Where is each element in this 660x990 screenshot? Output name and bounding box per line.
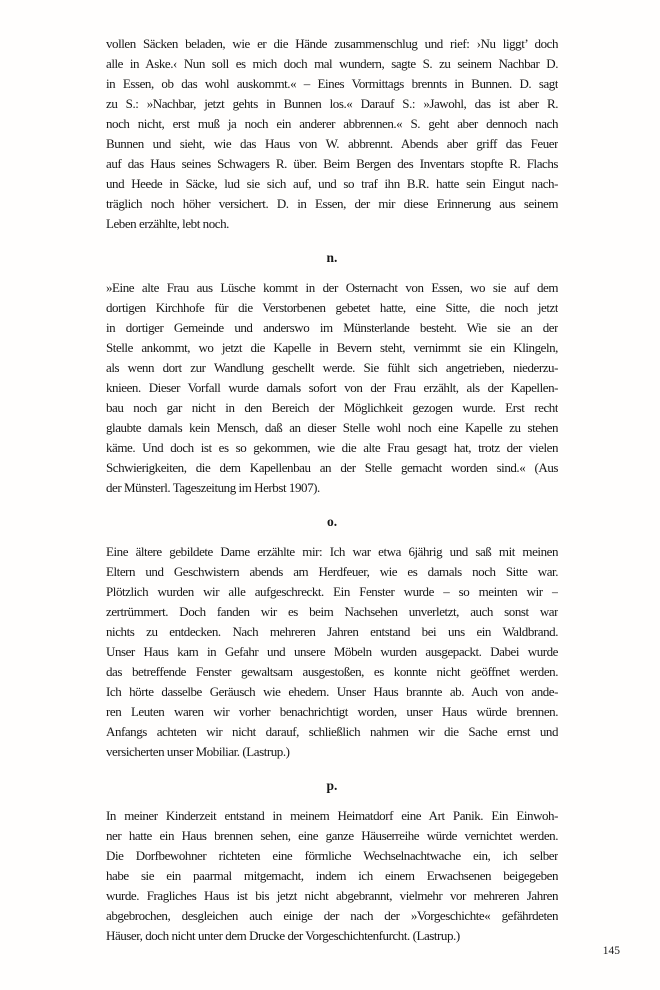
text-line: Häuser, doch nicht unter dem Drucke der Vorgeschichtenfurcht. (Lastrup.)	[106, 928, 460, 943]
text-line: in Essen, ob das wohl auskommt.« – Eines Vormittags brennts in Bunnen. D. sagt	[106, 76, 558, 91]
text-line: abgebrochen, desgleichen auch einige der nach der »Vorgeschichte« gefährdeten	[106, 908, 558, 923]
text-line: in dortiger Gemeinde und anderswo im Münsterlande besteht. Wie sie an der	[106, 320, 558, 335]
paragraph	[106, 278, 558, 498]
text-line: knieen. Dieser Vorfall wurde damals sofort von der Frau erzählt, als der Kapellen-	[106, 380, 558, 395]
text-line: vollen Säcken beladen, wie er die Hände zusammenschlug und rief: ›Nu liggt’ doch	[106, 36, 558, 51]
section-heading: n.	[326, 250, 338, 265]
section-heading: o.	[326, 514, 338, 529]
text-line: ren Leuten waren wir vorher benachrichtigt worden, unser Haus würde brennen.	[106, 704, 558, 719]
paragraph	[106, 542, 558, 762]
text-line: habe sie ein paarmal mitgemacht, indem ich einem Erwachsenen beigegeben	[106, 868, 558, 883]
text-line: alle in Aske.‹ Nun soll es mich doch mal wundern, sagte S. zu seinem Nachbar D.	[106, 56, 558, 71]
text-line: Stelle ankommt, wo jetzt die Kapelle in Bevern steht, vernimmt sie ein Klingeln,	[106, 340, 558, 355]
paragraph	[106, 34, 558, 234]
text-line: träglich noch höher versichert. D. in Essen, der mir diese Erinnerung aus seinem	[106, 196, 558, 211]
text-line: noch nicht, erst muß ja noch ein anderer abbrennen.« S. geht aber dennoch nach	[106, 116, 558, 131]
text-line: dortigen Kirchhofe für die Verstorbenen gebetet hatte, eine Sitte, die noch jetzt	[106, 300, 558, 315]
text-line: In meiner Kinderzeit entstand in meinem Heimatdorf eine Art Panik. Ein Einwoh-	[106, 808, 558, 823]
text-line: zu S.: »Nachbar, jetzt gehts in Bunnen los.« Darauf S.: »Jawohl, das ist aber R.	[106, 96, 558, 111]
text-line: der Münsterl. Tageszeitung im Herbst 1907).	[106, 480, 320, 495]
text-line: nichts zu entdecken. Nach mehreren Jahren entstand bei uns ein Waldbrand.	[106, 624, 558, 639]
text-line: versicherten unser Mobiliar. (Lastrup.)	[106, 744, 290, 759]
text-line: als wenn dort zur Wandlung geschellt werde. Sie fühlt sich angetrieben, niederzu-	[106, 360, 558, 375]
text-line: bau noch gar nicht in den Bereich der Möglichkeit gezogen wurde. Erst recht	[106, 400, 558, 415]
text-line: Die Dorfbewohner richteten eine förmliche Wechselnachtwache ein, ich selber	[106, 848, 558, 863]
text-line: glaubte damals kein Mensch, daß an dieser Stelle wohl noch eine Kapelle zu stehen	[106, 420, 558, 435]
text-line: Ich hörte dasselbe Geräusch wie ehedem. Unser Haus brannte ab. Auch von ande-	[106, 684, 558, 699]
text-line: das betreffende Fenster gewaltsam ausgestoßen, es konnte nicht geöffnet werden.	[106, 664, 558, 679]
text-line: »Eine alte Frau aus Lüsche kommt in der Osternacht von Essen, wo sie auf dem	[106, 280, 558, 295]
text-line: Unser Haus kam in Gefahr und unsere Möbeln wurden ausgepackt. Dabei wurde	[106, 644, 558, 659]
text-line: Bunnen und sieht, wie das Haus von W. abbrennt. Abends aber griff das Feuer	[106, 136, 558, 151]
text-line: Eltern und Geschwistern abends am Herdfeuer, wie es damals noch Sitte war.	[106, 564, 558, 579]
text-line: Leben erzählte, lebt noch.	[106, 216, 229, 231]
page-number: 145	[602, 945, 620, 957]
text-line: käme. Und doch ist es so gekommen, wie die alte Frau gesagt hat, trotz der vielen	[106, 440, 558, 455]
text-line: auf das Haus seines Schwagers R. über. Beim Bergen des Inventars stopfte R. Flachs	[106, 156, 558, 171]
paragraph	[106, 806, 558, 946]
text-line: Eine ältere gebildete Dame erzählte mir: Ich war etwa 6jährig und saß mit meinen	[106, 544, 558, 559]
text-line: ner hatte ein Haus brennen sehen, eine ganze Häuserreihe würde vernichtet werden.	[106, 828, 558, 843]
text-line: Plötzlich wurden wir alle aufgeschreckt. Ein Fenster wurde – so meinten wir –	[106, 584, 558, 599]
section-heading: p.	[326, 778, 338, 793]
text-line: Schwierigkeiten, die dem Kapellenbau an der Stelle gemacht worden sind.« (Aus	[106, 460, 558, 475]
text-line: wurde. Fragliches Haus ist bis jetzt nicht abgebrannt, vielmehr vor mehreren Jahren	[106, 888, 558, 903]
text-block	[106, 34, 558, 946]
text-line: und Heede in Säcke, lud sie sich auf, und so traf ihn B.R. hatte sein Eingut nach-	[106, 176, 558, 191]
text-line: Anfangs achteten wir nicht darauf, schließlich nahmen wir die Sache ernst und	[106, 724, 558, 739]
text-line: zertrümmert. Doch fanden wir es beim Nachsehen unverletzt, auch sonst war	[106, 604, 558, 619]
